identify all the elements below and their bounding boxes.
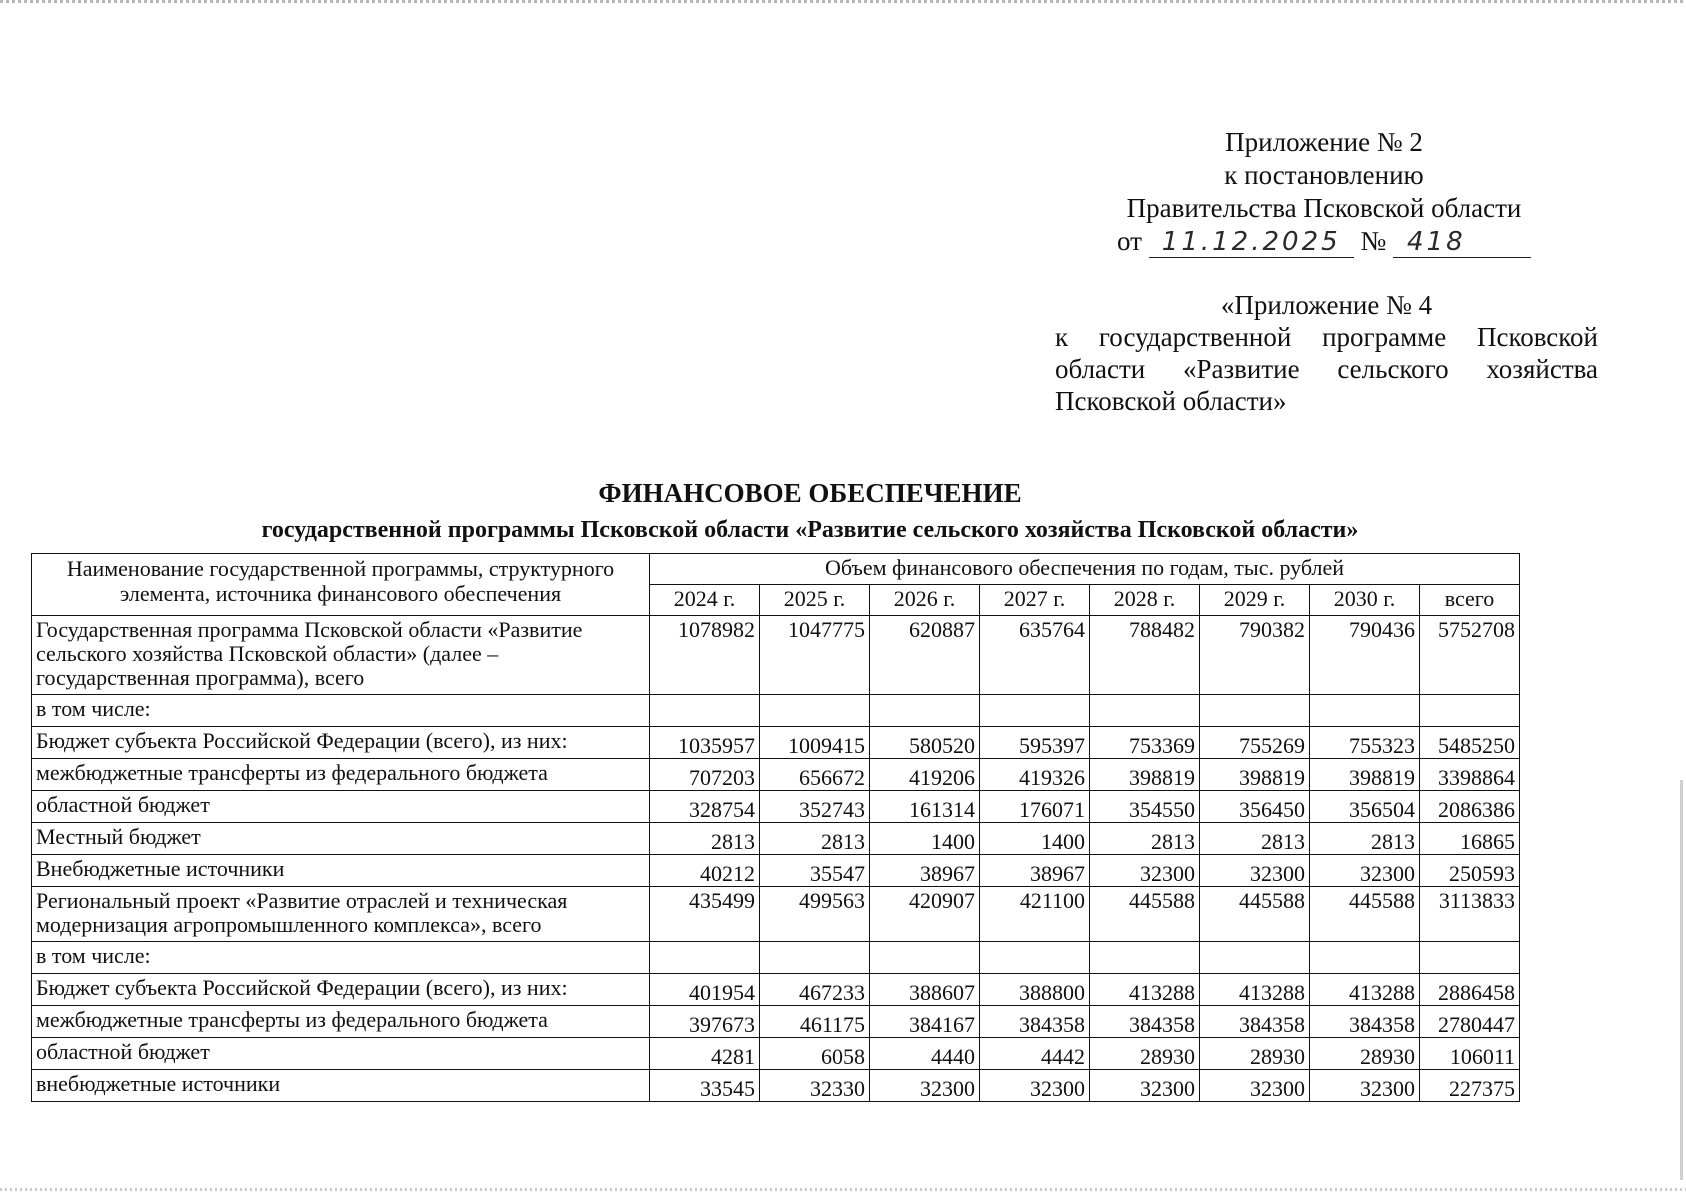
row-value <box>1200 695 1310 727</box>
row-value: 1035957 <box>650 727 760 759</box>
table-row <box>32 1038 1520 1070</box>
row-value: 398819 <box>1200 759 1310 791</box>
row-value <box>1200 942 1310 974</box>
year-header: 2028 г. <box>1090 585 1200 616</box>
row-value: 2813 <box>650 823 760 855</box>
name-column-header: Наименование государственной программы, структурного элемента, источника финансового обеспечения <box>32 554 650 616</box>
row-value: 755323 <box>1310 727 1420 759</box>
row-value: 32300 <box>1200 855 1310 887</box>
row-value: 176071 <box>980 791 1090 823</box>
row-total: 3113833 <box>1420 887 1520 942</box>
scan-edge-right <box>1680 780 1683 1180</box>
table-row <box>32 759 1520 791</box>
row-value: 413288 <box>1090 974 1200 1006</box>
financing-table <box>31 553 1520 1102</box>
row-value <box>870 942 980 974</box>
row-value <box>650 942 760 974</box>
row-value <box>870 695 980 727</box>
row-value: 32300 <box>1090 1070 1200 1102</box>
row-value: 445588 <box>1090 887 1200 942</box>
row-name: Государственная программа Псковской области «Развитие сельского хозяйства Псковской области» (далее – государственная программа), всего <box>32 616 650 695</box>
row-value <box>1310 942 1420 974</box>
table-row <box>32 942 1520 974</box>
year-header: 2030 г. <box>1310 585 1420 616</box>
row-value: 328754 <box>650 791 760 823</box>
row-value: 401954 <box>650 974 760 1006</box>
row-value: 388800 <box>980 974 1090 1006</box>
row-value: 755269 <box>1200 727 1310 759</box>
row-value: 2813 <box>1200 823 1310 855</box>
row-name: Региональный проект «Развитие отраслей и техническая модернизация агропромышленного комплекса», всего <box>32 887 650 942</box>
row-value: 38967 <box>980 855 1090 887</box>
table-row <box>32 1006 1520 1038</box>
row-value: 413288 <box>1200 974 1310 1006</box>
row-name: областной бюджет <box>32 1038 650 1070</box>
row-total: 2886458 <box>1420 974 1520 1006</box>
row-value: 40212 <box>650 855 760 887</box>
row-value: 38967 <box>870 855 980 887</box>
row-value: 707203 <box>650 759 760 791</box>
row-value: 4440 <box>870 1038 980 1070</box>
table-row <box>32 791 1520 823</box>
row-value: 4281 <box>650 1038 760 1070</box>
row-value: 445588 <box>1200 887 1310 942</box>
row-value: 352743 <box>760 791 870 823</box>
row-value: 398819 <box>1090 759 1200 791</box>
row-value <box>760 942 870 974</box>
row-value: 1400 <box>980 823 1090 855</box>
row-value: 388607 <box>870 974 980 1006</box>
row-value: 413288 <box>1310 974 1420 1006</box>
row-value: 384358 <box>1090 1006 1200 1038</box>
row-total <box>1420 942 1520 974</box>
row-value: 384358 <box>980 1006 1090 1038</box>
row-value: 1400 <box>870 823 980 855</box>
row-value: 788482 <box>1090 616 1200 695</box>
row-value: 2813 <box>760 823 870 855</box>
row-total: 2086386 <box>1420 791 1520 823</box>
row-value: 384358 <box>1200 1006 1310 1038</box>
row-name: межбюджетные трансферты из федерального бюджета <box>32 759 650 791</box>
row-name: Местный бюджет <box>32 823 650 855</box>
scan-edge-top <box>0 0 1686 3</box>
document-title: ФИНАНСОВОЕ ОБЕСПЕЧЕНИЕ <box>598 478 1022 508</box>
table-row <box>32 823 1520 855</box>
year-header: 2027 г. <box>980 585 1090 616</box>
number-prefix: № <box>1360 226 1387 256</box>
row-value: 1078982 <box>650 616 760 695</box>
annex-date-line <box>1110 225 1538 258</box>
row-total <box>1420 695 1520 727</box>
row-value: 4442 <box>980 1038 1090 1070</box>
row-name: внебюджетные источники <box>32 1070 650 1102</box>
row-value: 384358 <box>1310 1006 1420 1038</box>
volume-group-header: Объем финансового обеспечения по годам, тыс. рублей <box>650 554 1520 585</box>
handwritten-date: 11.12.2025 <box>1149 227 1354 258</box>
handwritten-number: 418 <box>1393 227 1531 258</box>
row-name: областной бюджет <box>32 791 650 823</box>
row-total: 3398864 <box>1420 759 1520 791</box>
row-total: 227375 <box>1420 1070 1520 1102</box>
row-name: в том числе: <box>32 942 650 974</box>
annex2-title: «Приложение № 4 <box>1220 290 1433 320</box>
row-value: 461175 <box>760 1006 870 1038</box>
table-row <box>32 1070 1520 1102</box>
annex2-body: к государственной программе Псковской области «Развитие сельского хозяйства Псковской области» <box>1055 322 1598 416</box>
row-value: 32300 <box>1200 1070 1310 1102</box>
row-value: 421100 <box>980 887 1090 942</box>
row-value: 419326 <box>980 759 1090 791</box>
date-prefix: от <box>1117 226 1142 256</box>
table-row <box>32 887 1520 942</box>
table-row <box>32 695 1520 727</box>
row-value <box>760 695 870 727</box>
row-value: 2813 <box>1090 823 1200 855</box>
annex-program-reference <box>1055 289 1598 417</box>
row-name: Бюджет субъекта Российской Федерации (всего), из них: <box>32 727 650 759</box>
row-total: 250593 <box>1420 855 1520 887</box>
row-value: 499563 <box>760 887 870 942</box>
table-row <box>32 974 1520 1006</box>
annex-line-3: Правительства Псковской области <box>1126 193 1522 223</box>
row-value: 384167 <box>870 1006 980 1038</box>
row-value: 32300 <box>1310 1070 1420 1102</box>
row-value: 595397 <box>980 727 1090 759</box>
row-value: 354550 <box>1090 791 1200 823</box>
row-value: 35547 <box>760 855 870 887</box>
row-total: 5485250 <box>1420 727 1520 759</box>
row-value: 419206 <box>870 759 980 791</box>
year-header: 2025 г. <box>760 585 870 616</box>
year-header: 2024 г. <box>650 585 760 616</box>
row-value <box>980 942 1090 974</box>
table-row <box>32 727 1520 759</box>
row-name: Бюджет субъекта Российской Федерации (всего), из них: <box>32 974 650 1006</box>
row-value: 28930 <box>1200 1038 1310 1070</box>
row-value: 28930 <box>1310 1038 1420 1070</box>
annex-line-1: Приложение № 2 <box>1225 127 1423 157</box>
row-value: 656672 <box>760 759 870 791</box>
row-value: 635764 <box>980 616 1090 695</box>
row-total: 16865 <box>1420 823 1520 855</box>
row-value <box>1310 695 1420 727</box>
row-value: 28930 <box>1090 1038 1200 1070</box>
table-row <box>32 855 1520 887</box>
row-total: 2780447 <box>1420 1006 1520 1038</box>
annex-line-2: к постановлению <box>1224 160 1424 190</box>
year-header: 2029 г. <box>1200 585 1310 616</box>
row-name: Внебюджетные источники <box>32 855 650 887</box>
document-subtitle: государственной программы Псковской области «Развитие сельского хозяйства Псковской области» <box>261 517 1359 543</box>
row-value: 1047775 <box>760 616 870 695</box>
row-value: 33545 <box>650 1070 760 1102</box>
row-value: 356450 <box>1200 791 1310 823</box>
row-value: 356504 <box>1310 791 1420 823</box>
row-value: 790382 <box>1200 616 1310 695</box>
total-header: всего <box>1420 585 1520 616</box>
row-value: 32300 <box>1310 855 1420 887</box>
row-value: 32300 <box>1090 855 1200 887</box>
row-value <box>980 695 1090 727</box>
row-value: 445588 <box>1310 887 1420 942</box>
row-total: 106011 <box>1420 1038 1520 1070</box>
row-value: 467233 <box>760 974 870 1006</box>
scan-edge-bottom <box>0 1188 1686 1191</box>
row-value: 2813 <box>1310 823 1420 855</box>
row-value: 753369 <box>1090 727 1200 759</box>
row-value: 580520 <box>870 727 980 759</box>
row-value: 32300 <box>870 1070 980 1102</box>
row-value: 398819 <box>1310 759 1420 791</box>
row-total: 5752708 <box>1420 616 1520 695</box>
header-row-1 <box>32 554 1520 585</box>
row-name: межбюджетные трансферты из федерального бюджета <box>32 1006 650 1038</box>
table-row <box>32 616 1520 695</box>
annex-header <box>1110 126 1538 258</box>
row-value <box>650 695 760 727</box>
row-value: 620887 <box>870 616 980 695</box>
row-value <box>1090 695 1200 727</box>
row-value: 397673 <box>650 1006 760 1038</box>
row-value <box>1090 942 1200 974</box>
row-value: 32300 <box>980 1070 1090 1102</box>
year-header: 2026 г. <box>870 585 980 616</box>
row-name: в том числе: <box>32 695 650 727</box>
row-value: 790436 <box>1310 616 1420 695</box>
row-value: 435499 <box>650 887 760 942</box>
row-value: 6058 <box>760 1038 870 1070</box>
row-value: 1009415 <box>760 727 870 759</box>
row-value: 161314 <box>870 791 980 823</box>
row-value: 32330 <box>760 1070 870 1102</box>
row-value: 420907 <box>870 887 980 942</box>
